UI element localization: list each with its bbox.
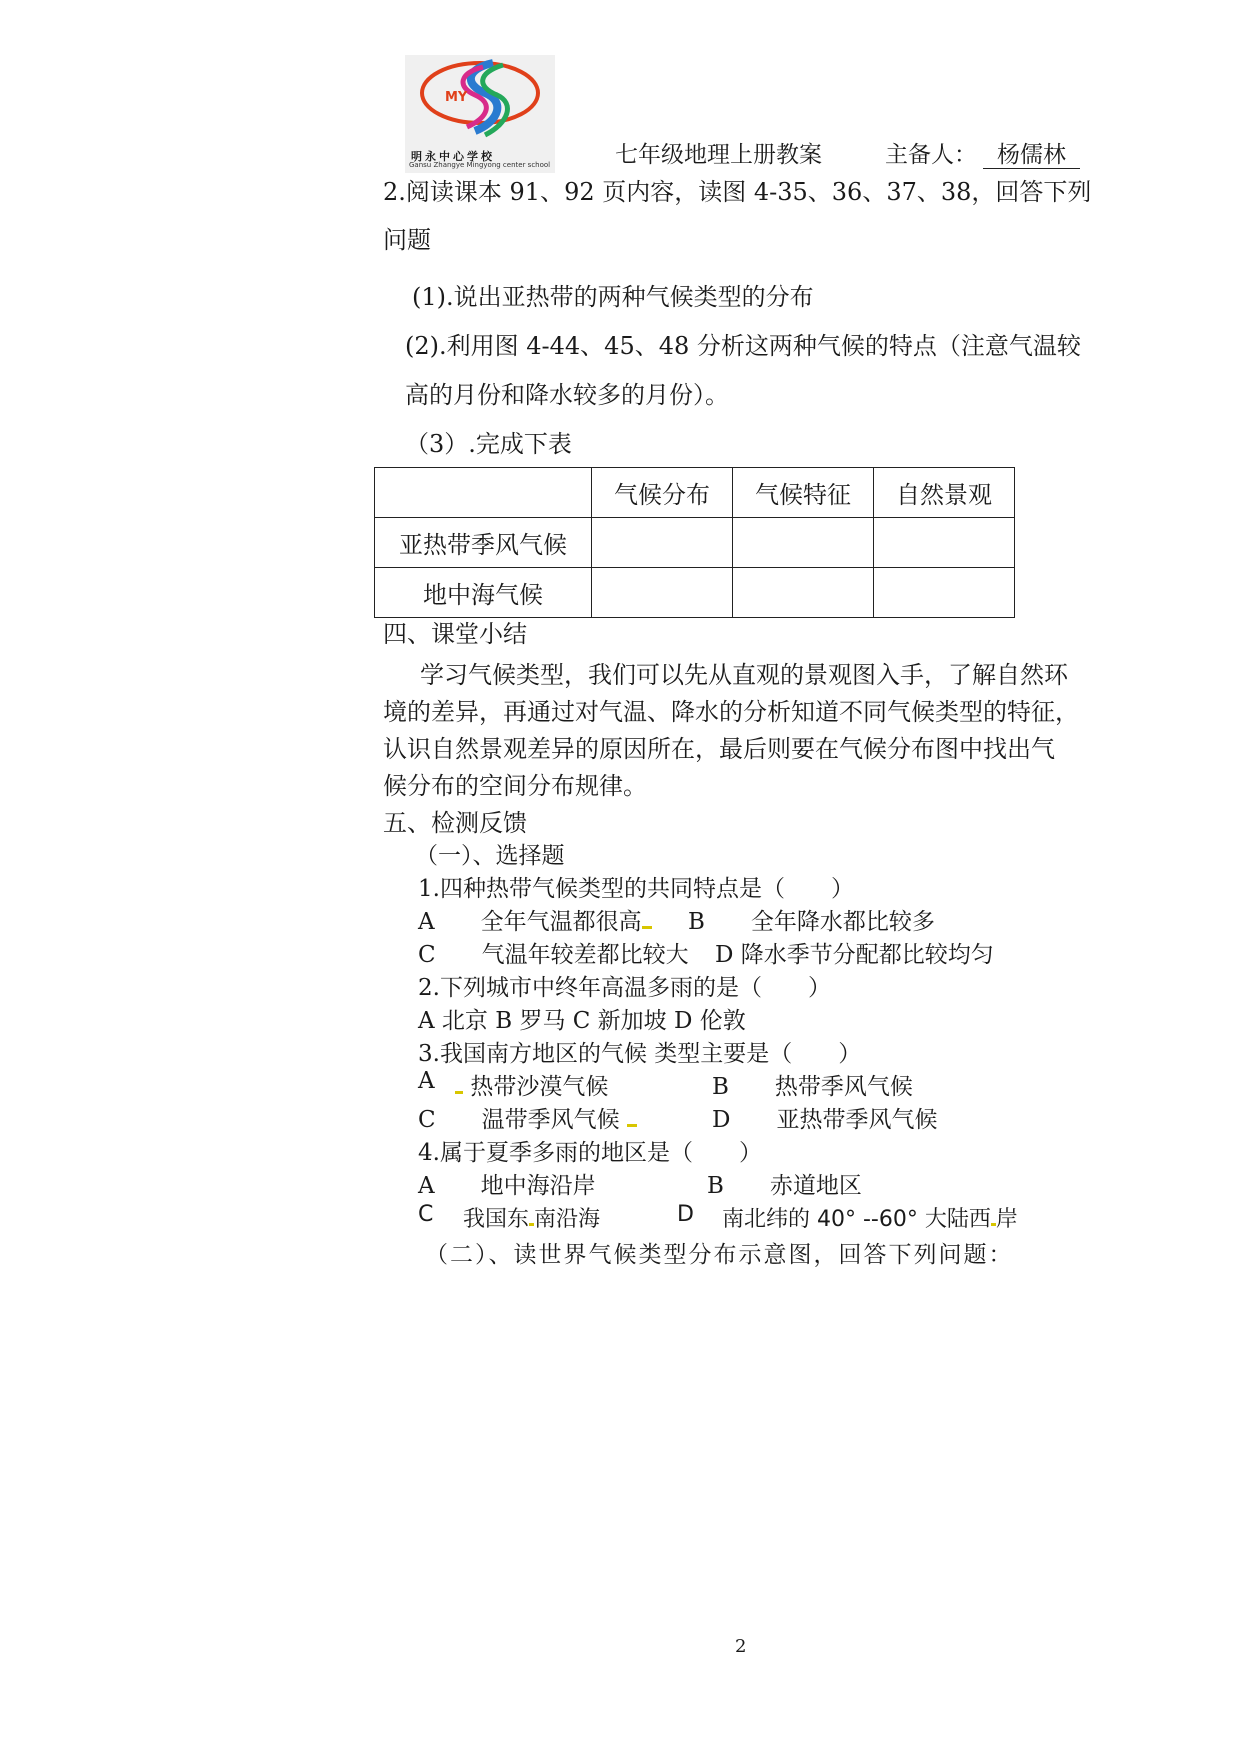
q4-option-d-letter: D [677, 1202, 694, 1227]
q1-option-c: C 气温年较差都比较大 [418, 942, 689, 968]
highlight-mark [642, 926, 652, 929]
question-1: 1.四种热带气候类型的共同特点是（ ） [418, 876, 854, 902]
table-row [375, 568, 1015, 618]
task2-line2: 问题 [383, 226, 431, 254]
school-name: 明永中心学校 [411, 150, 495, 163]
question-3: 3.我国南方地区的气候 类型主要是（ ） [418, 1041, 862, 1067]
q4-option-a: A 地中海沿岸 [418, 1173, 596, 1199]
table-header-row [375, 468, 1015, 518]
q3-option-a-text: 热带沙漠气候 [470, 1074, 609, 1100]
summary-line: 学习气候类型，我们可以先从直观的景观图入手，了解自然环 [420, 661, 1068, 689]
q3-option-a [455, 1068, 608, 1101]
table-row [375, 518, 1015, 568]
q2-options: A 北京 B 罗马 C 新加坡 D 伦敦 [418, 1008, 746, 1034]
doc-title: 七年级地理上册教案 [615, 142, 822, 168]
feedback-part2: （二）、读世界气候类型分布示意图，回答下列问题： [425, 1242, 1014, 1268]
summary-line: 认识自然景观差异的原因所在，最后则要在气候分布图中找出气 [383, 735, 1055, 763]
school-logo-icon [405, 55, 555, 150]
q3-option-a-letter: A [418, 1068, 435, 1094]
page-number: 2 [735, 1636, 747, 1657]
school-name-en: Gansu Zhangye Mingyong center school [409, 161, 551, 169]
summary-heading: 四、课堂小结 [383, 620, 527, 648]
table-cell [592, 568, 733, 618]
question-2: 2.下列城市中终年高温多雨的是（ ） [418, 975, 831, 1001]
feedback-part1: （一）、选择题 [415, 843, 565, 869]
author-name [983, 136, 1080, 169]
table-header-cell: 气候分布 [592, 468, 733, 518]
q1-option-d: D 降水季节分配都比较均匀 [715, 942, 994, 968]
q1-option-b: B 全年降水都比较多 [688, 909, 935, 935]
q4-option-c-text-2: 南沿海 [534, 1207, 601, 1232]
q4-option-d-text: 南北纬的 40° --60° 大陆西 [722, 1207, 991, 1232]
task2-q2-line2: 高的月份和降水较多的月份）。 [405, 381, 729, 409]
task2-q1: (1).说出亚热带的两种气候类型的分布 [412, 283, 814, 311]
highlight-mark [455, 1091, 463, 1094]
summary-line: 候分布的空间分布规律。 [383, 772, 647, 800]
summary-line: 境的差异，再通过对气温、降水的分析知道不同气候类型的特征， [383, 698, 1079, 726]
table-cell [874, 518, 1015, 568]
table-cell [874, 568, 1015, 618]
q3-option-d: D 亚热带季风气候 [712, 1107, 938, 1133]
table-header-cell [375, 468, 592, 518]
task2-line1: 2.阅读课本 91、92 页内容，读图 4-35、36、37、38，回答下列 [383, 178, 1092, 206]
author-name-text: 杨儒林 [983, 142, 1080, 169]
logo-letters: MY [445, 90, 468, 105]
q4-option-b: B 赤道地区 [707, 1173, 862, 1199]
q3-option-c-text: C 温带季风气候 [418, 1107, 620, 1133]
task2-q3: （3）.完成下表 [405, 430, 572, 458]
table-cell [592, 518, 733, 568]
table-row-label: 地中海气候 [375, 568, 592, 618]
table-header-cell: 气候特征 [733, 468, 874, 518]
q4-option-d-text-2: 岸 [995, 1207, 1018, 1232]
highlight-mark [627, 1124, 637, 1127]
question-4: 4.属于夏季多雨的地区是（ ） [418, 1140, 762, 1166]
q3-option-c [418, 1101, 637, 1134]
table-row-label: 亚热带季风气候 [375, 518, 592, 568]
q4-option-c-text: 我国东 [463, 1207, 530, 1232]
school-logo [405, 55, 555, 173]
author-label: 主备人： [885, 142, 977, 168]
q4-option-c-letter: C [418, 1202, 434, 1227]
q4-option-d [722, 1202, 1018, 1233]
task2-q2-line1: (2).利用图 4-44、45、48 分析这两种气候的特点（注意气温较 [405, 332, 1081, 360]
q1-option-a-text: A 全年气温都很高 [418, 909, 642, 935]
feedback-heading: 五、检测反馈 [383, 809, 527, 837]
q3-option-b: B 热带季风气候 [712, 1074, 913, 1100]
climate-table [374, 467, 1015, 618]
table-cell [733, 518, 874, 568]
q4-option-c [463, 1202, 600, 1233]
q1-option-a [418, 903, 652, 936]
table-header-cell: 自然景观 [874, 468, 1015, 518]
table-cell [733, 568, 874, 618]
